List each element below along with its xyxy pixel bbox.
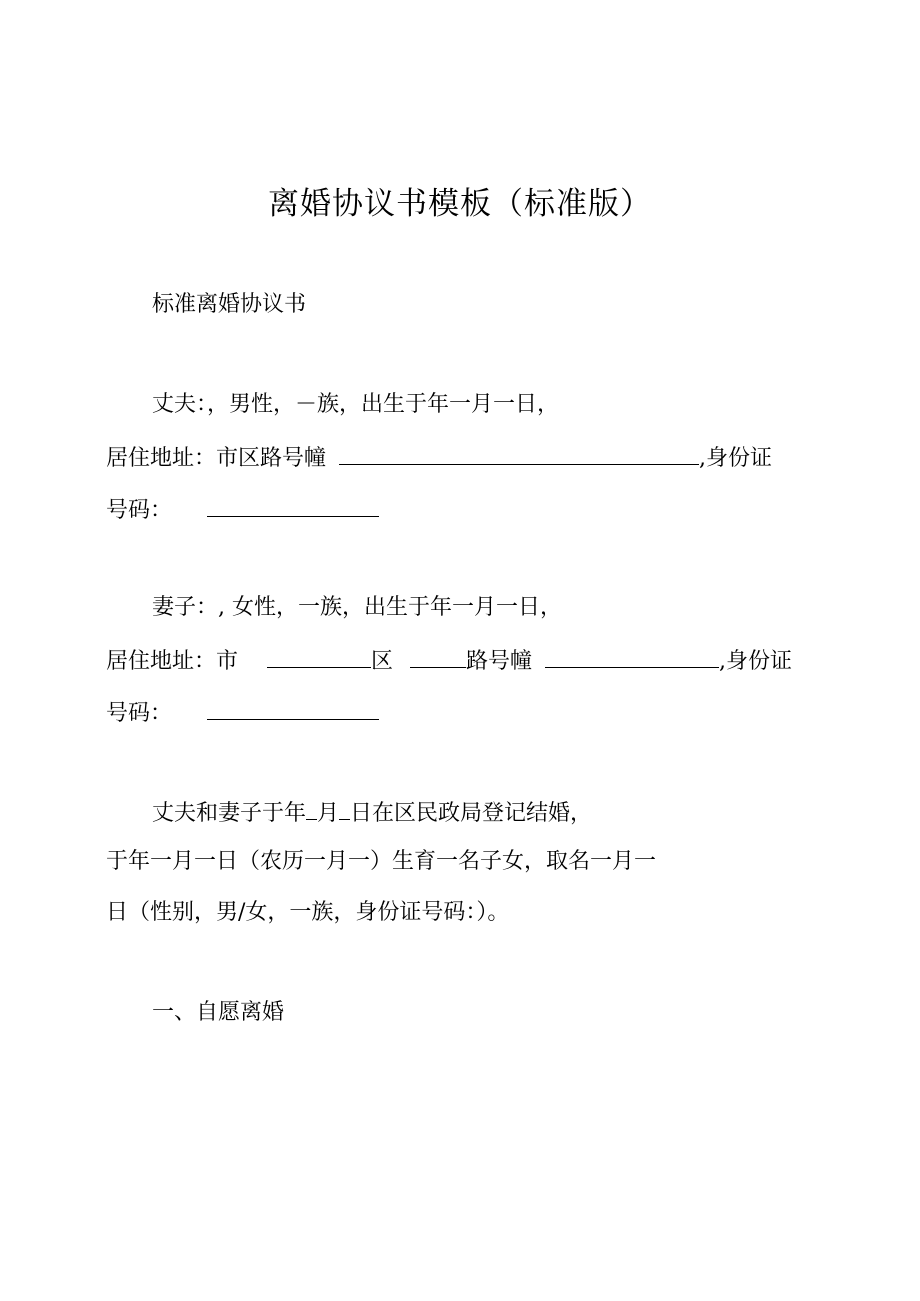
marriage-month-blank <box>306 797 317 820</box>
section-heading-voluntary-divorce: 一、自愿离婚 <box>152 1000 285 1025</box>
wife-address-label: 居住地址：市 <box>106 649 239 674</box>
husband-id-label: 号码： <box>106 498 173 523</box>
husband-address-line <box>106 442 772 473</box>
wife-road-label: 路号幢 <box>466 649 533 674</box>
husband-address-label: 居住地址：市区路号幢 <box>106 446 327 471</box>
wife-road-blank <box>545 645 719 668</box>
marriage-line-1 <box>152 797 592 828</box>
wife-info-line: 妻子：, 女性，一族，出生于年一月一日， <box>152 595 562 620</box>
wife-city-blank <box>267 645 371 668</box>
wife-id-suffix: ,身份证 <box>719 649 793 674</box>
marriage-line-2: 于年一月一日（农历一月一）生育一名子女，取名一月一 <box>106 849 657 874</box>
marriage-month-text: 月 <box>317 801 340 826</box>
wife-id-blank <box>207 697 379 720</box>
wife-id-line <box>106 697 379 728</box>
document-title: 离婚协议书模板（标准版） <box>268 186 652 222</box>
wife-district-label: 区 <box>371 649 394 674</box>
husband-id-blank <box>207 494 379 517</box>
husband-info-line: 丈夫：，男性，－族，出生于年一月一日， <box>152 392 560 417</box>
marriage-day-text: 日在区民政局登记结婚， <box>350 801 593 826</box>
marriage-line-3: 日（性别，男/女，一族，身份证号码：）。 <box>106 900 510 925</box>
husband-id-line <box>106 494 379 525</box>
document-subtitle: 标准离婚协议书 <box>152 292 307 317</box>
wife-district-blank <box>410 645 466 668</box>
marriage-year-text: 丈夫和妻子于年 <box>152 801 307 826</box>
marriage-day-blank <box>339 797 350 820</box>
husband-id-suffix: ,身份证 <box>699 446 773 471</box>
husband-address-blank <box>339 442 699 465</box>
wife-id-label: 号码： <box>106 701 173 726</box>
wife-address-line <box>106 645 792 676</box>
